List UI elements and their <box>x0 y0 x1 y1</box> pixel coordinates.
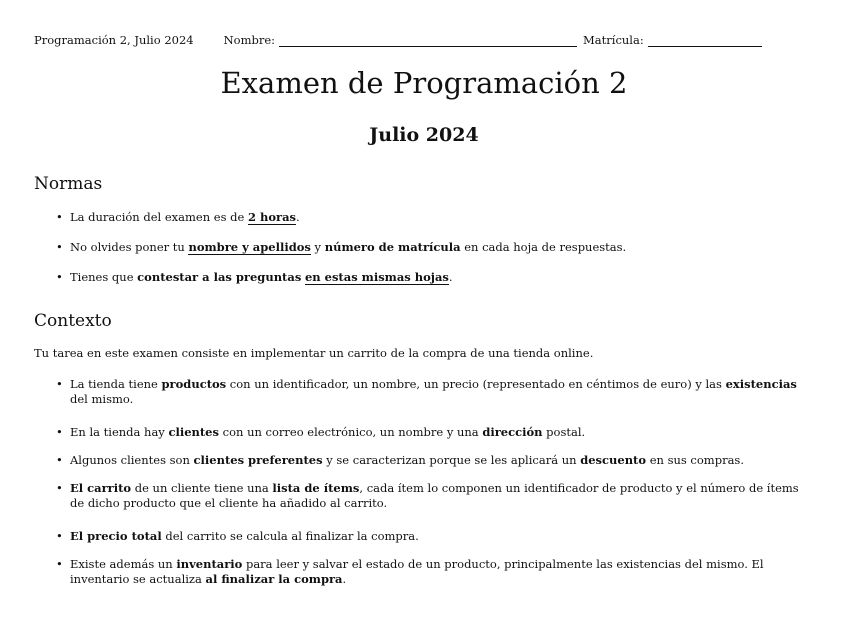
contexto-heading: Contexto <box>34 311 112 331</box>
matricula-blank-line <box>648 34 762 47</box>
item-text: en cada hoja de respuestas. <box>460 240 627 254</box>
exam-subtitle: Julio 2024 <box>369 124 479 146</box>
item-text: En la tienda hay <box>70 425 169 439</box>
list-item <box>56 270 806 300</box>
item-text: Existe además un <box>70 557 177 571</box>
item-text: Tienes que <box>70 270 138 284</box>
exam-header <box>34 33 806 47</box>
item-text: La duración del examen es de <box>70 210 248 224</box>
item-text: del carrito se calcula al finalizar la compra. <box>161 529 419 543</box>
item-emphasis: productos <box>161 377 227 391</box>
matricula-label: Matrícula: <box>583 33 644 47</box>
list-item <box>56 425 806 453</box>
name-label: Nombre: <box>223 33 276 47</box>
item-emphasis: 2 horas <box>247 210 297 224</box>
item-emphasis: clientes <box>168 425 219 439</box>
item-emphasis: inventario <box>176 557 243 571</box>
item-emphasis: número de matrícula <box>324 240 461 254</box>
item-text: La tienda tiene <box>70 377 162 391</box>
item-text: para leer y salvar el estado de un producto, principalmente las existencias del mismo. El inventario se actualiza <box>70 557 764 586</box>
item-text: postal. <box>542 425 586 439</box>
item-text: . <box>448 270 453 284</box>
item-text: . <box>342 572 347 586</box>
item-emphasis: dirección <box>482 425 543 439</box>
list-item <box>56 377 806 425</box>
list-item <box>56 210 806 240</box>
item-text: con un identificador, un nombre, un precio (representado en céntimos de euro) y las <box>226 377 726 391</box>
item-emphasis: descuento <box>580 453 647 467</box>
item-text: Algunos clientes son <box>70 453 194 467</box>
normas-heading: Normas <box>34 174 103 194</box>
exam-title: Examen de Programación 2 <box>220 66 628 100</box>
course-info: Programación 2, Julio 2024 <box>34 33 194 47</box>
item-emphasis: existencias <box>725 377 797 391</box>
item-emphasis: contestar a las preguntas <box>137 270 302 284</box>
item-emphasis: lista de ítems <box>272 481 360 495</box>
item-text: , cada ítem lo componen un identificador de producto y el número de ítems de dicho producto que el cliente ha añadido al carrito. <box>70 481 799 510</box>
item-text: y <box>310 240 325 254</box>
contexto-list <box>56 377 806 605</box>
item-emphasis: en estas mismas hojas <box>304 270 449 284</box>
item-text: de un cliente tiene una <box>131 481 273 495</box>
item-emphasis: El precio total <box>70 529 162 543</box>
item-text: y se caracterizan porque se les aplicará un <box>322 453 581 467</box>
item-text: del mismo. <box>70 392 134 406</box>
item-text: . <box>296 210 300 224</box>
normas-list <box>56 210 806 300</box>
item-text: No olvides poner tu <box>70 240 189 254</box>
list-item <box>56 557 806 605</box>
contexto-intro: Tu tarea en este examen consiste en implementar un carrito de la compra de una tienda online. <box>34 346 594 360</box>
item-text: con un correo electrónico, un nombre y una <box>218 425 483 439</box>
item-emphasis: al finalizar la compra <box>205 572 343 586</box>
list-item <box>56 240 806 270</box>
list-item <box>56 453 806 481</box>
list-item <box>56 529 806 557</box>
name-blank-line <box>279 34 577 47</box>
item-emphasis: El carrito <box>70 481 132 495</box>
item-emphasis: nombre y apellidos <box>188 240 311 254</box>
item-text: en sus compras. <box>646 453 744 467</box>
list-item <box>56 481 806 529</box>
item-emphasis: clientes preferentes <box>193 453 323 467</box>
